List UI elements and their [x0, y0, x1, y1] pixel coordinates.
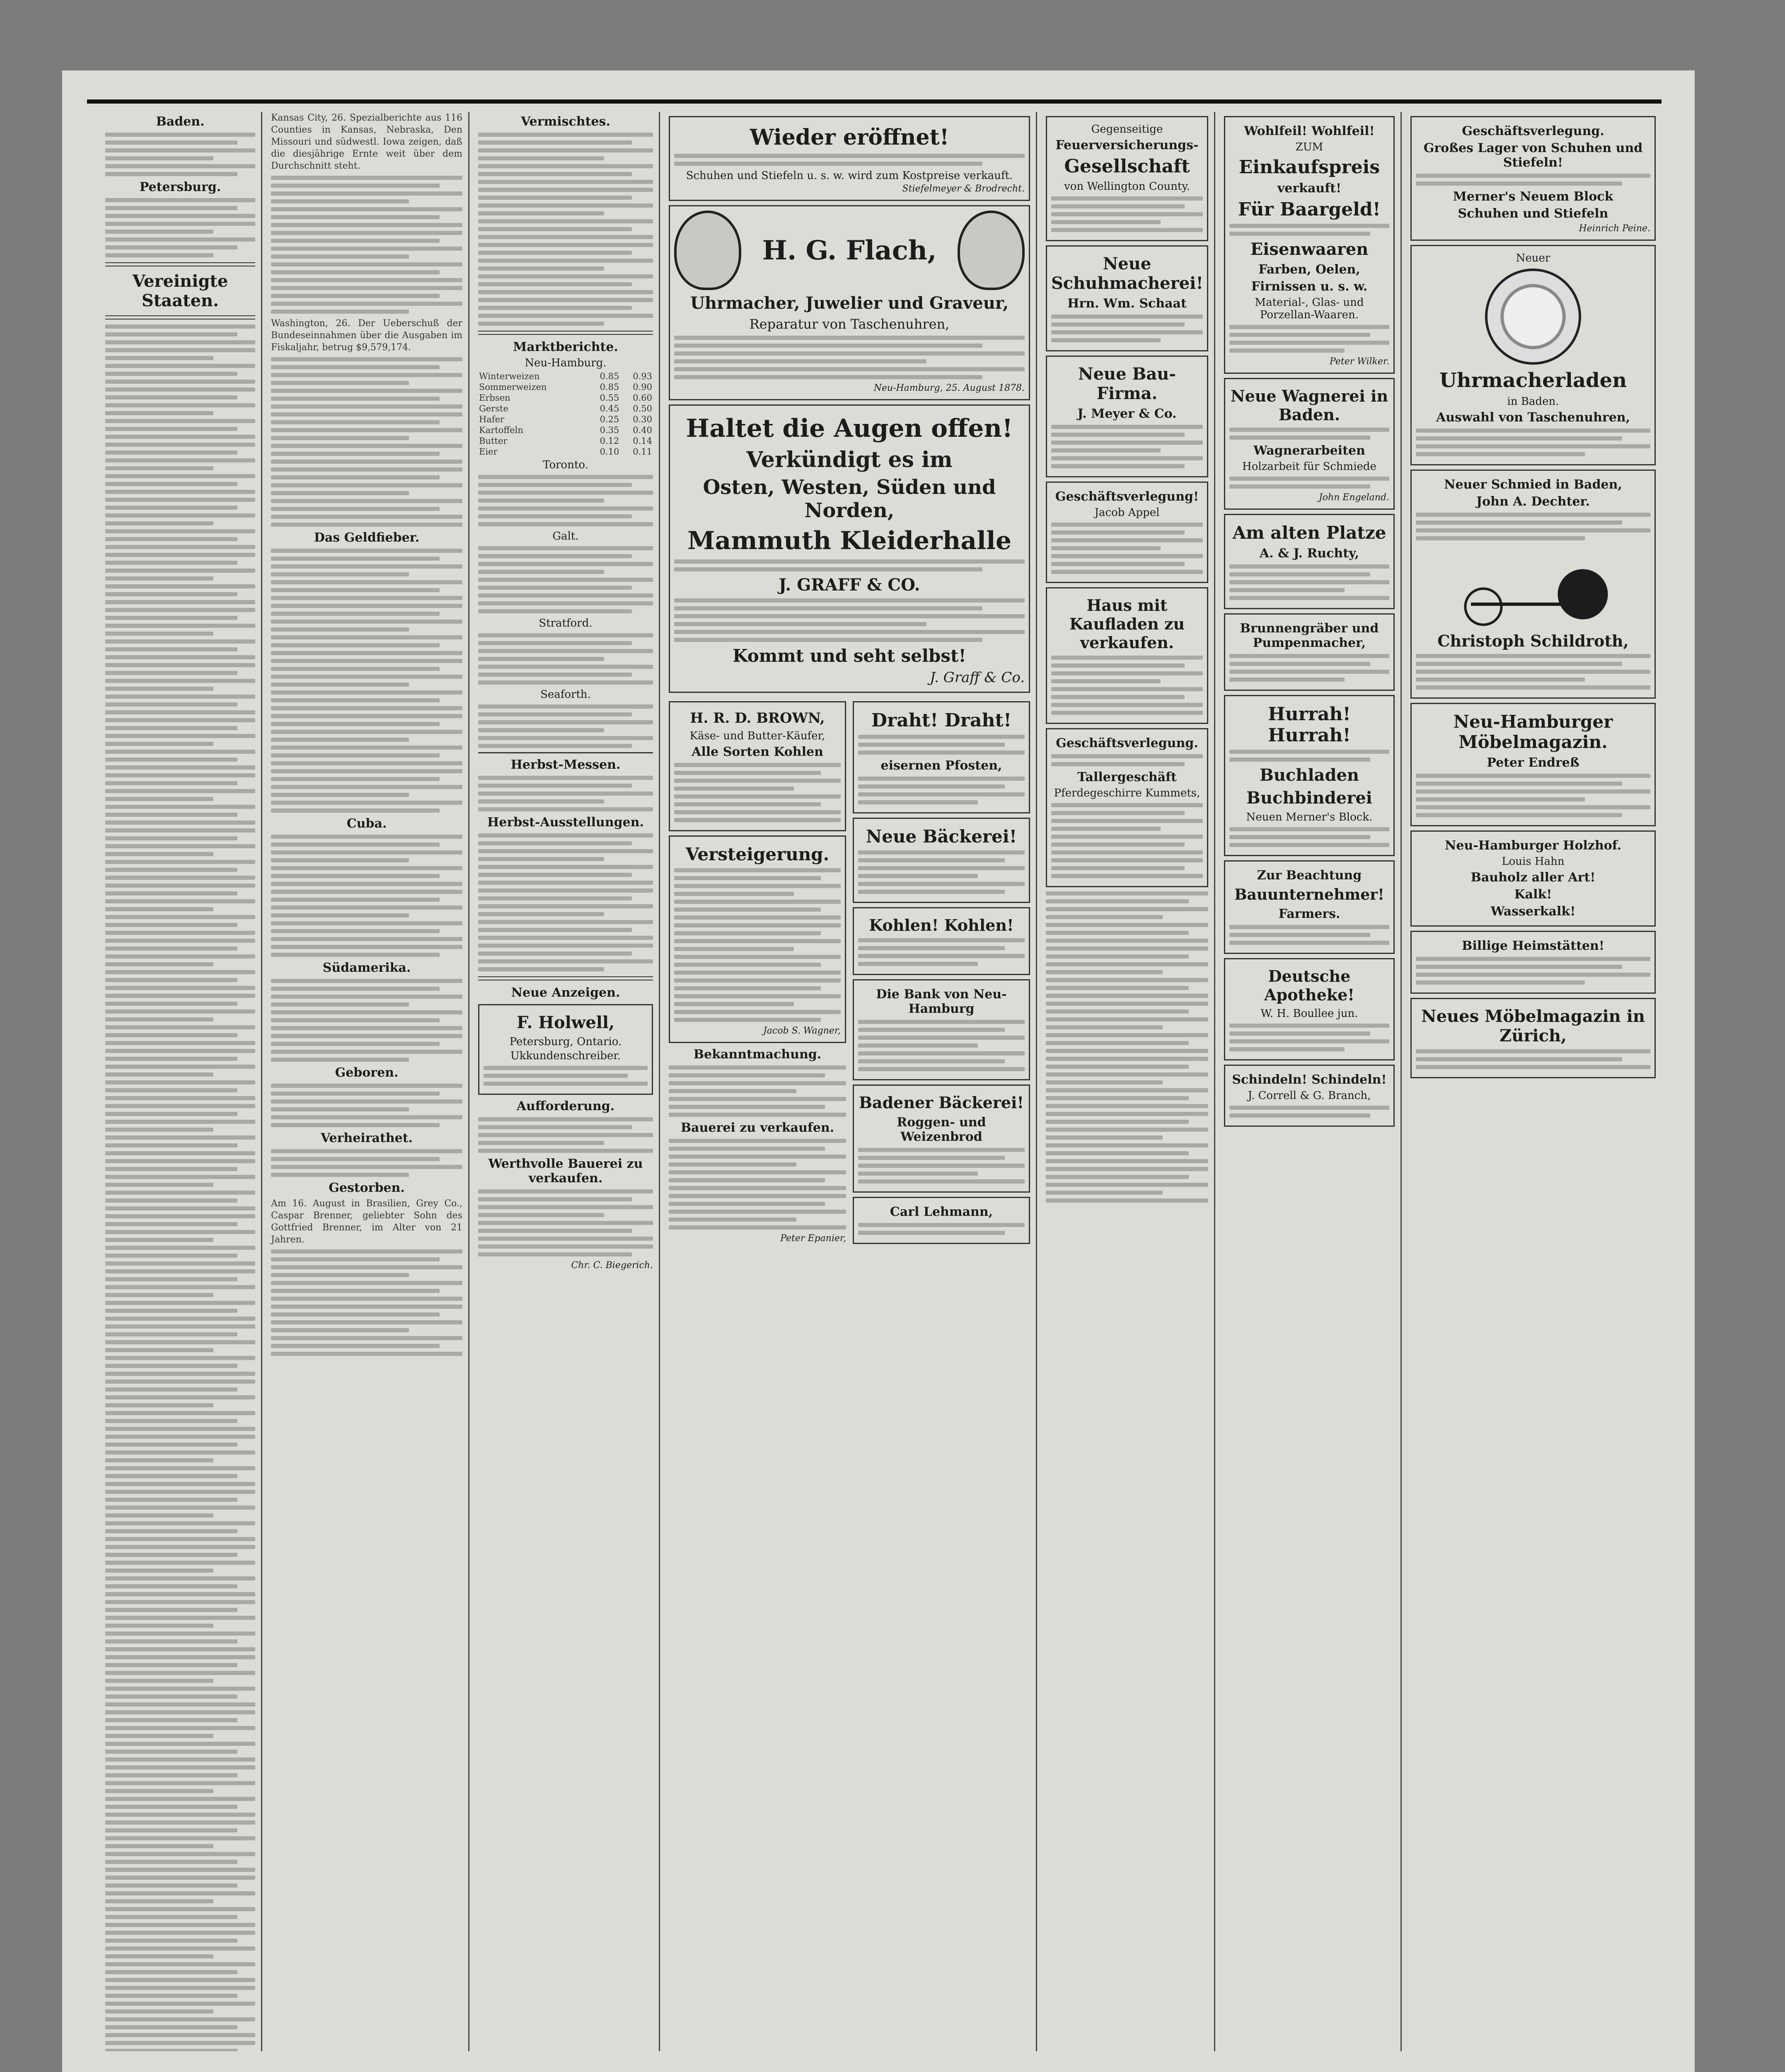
schuhen-stiefeln: Schuhen und Stiefeln — [1458, 206, 1608, 221]
market-price: 0.40 — [633, 425, 652, 435]
ad-wieder-eroeffnet — [669, 116, 1030, 201]
heading-aufforderung: Aufforderung. — [516, 1099, 615, 1113]
merner-block: Neuen Merner's Block. — [1246, 811, 1373, 823]
bauerei-verkaufen-heading: Bauerei zu verkaufen. — [680, 1121, 834, 1135]
bauholz: Bauholz aller Art! — [1471, 870, 1596, 885]
ruchty-name: A. & J. Ruchty, — [1259, 546, 1359, 561]
ad-schindeln — [1224, 1065, 1395, 1127]
graff-signature: J. Graff & Co. — [930, 669, 1025, 686]
ad-moebel-zuerich — [1410, 998, 1656, 1078]
versteigerung-title: Versteigerung. — [685, 844, 830, 864]
wieder-sub: Schuhen und Stiefeln u. s. w. wird zum Kostpreise verkauft. — [686, 169, 1013, 182]
market-price: 0.30 — [633, 414, 652, 424]
market-commodity: Eier — [479, 447, 498, 457]
schuhmacherei-title: Neue Schuhmacherei! — [1051, 254, 1203, 293]
ad-mammuth — [669, 404, 1030, 693]
pferdegeschirre: Pferdegeschirre Kummets, — [1054, 787, 1200, 799]
ad-kohlen — [853, 907, 1030, 975]
market-commodity: Erbsen — [479, 393, 510, 403]
market-price: 0.11 — [633, 447, 652, 457]
schmied-title: Neuer Schmied in Baden, — [1444, 477, 1622, 492]
heading-vermischtes: Vermischtes. — [521, 114, 610, 129]
farben: Farben, Oelen, — [1258, 262, 1360, 277]
feuerversicherung: Feuerversicherungs- — [1055, 138, 1199, 152]
ad-versteigerung — [669, 835, 846, 1043]
bank-title: Die Bank von Neu-Hamburg — [876, 987, 1007, 1016]
in-baden: in Baden. — [1507, 395, 1559, 408]
baeckerei-title: Neue Bäckerei! — [866, 826, 1017, 847]
heading-marktberichte: Marktberichte. — [513, 340, 618, 354]
ad-uhrmacherladen — [1410, 245, 1656, 465]
flach-place: Neu-Hamburg, 25. August 1878. — [873, 383, 1025, 393]
uhrmacherladen: Uhrmacherladen — [1439, 369, 1627, 392]
column-ads-main — [663, 112, 1036, 2051]
ad-versicherung — [1046, 116, 1208, 241]
flach-repair: Reparatur von Taschenuhren, — [749, 316, 950, 332]
ad-haus — [1046, 587, 1208, 724]
column-separator — [1036, 112, 1037, 2051]
market-row — [478, 446, 653, 457]
market-price: 0.14 — [633, 436, 652, 446]
kohlen-heading: Alle Sorten Kohlen — [692, 745, 823, 759]
wieder-signature: Stiefelmeyer & Brodrecht. — [902, 184, 1025, 194]
column-separator — [659, 112, 660, 2051]
geschaeftsverlegung-title: Geschäftsverlegung. — [1462, 124, 1604, 138]
ad-flach — [669, 205, 1030, 400]
ad-wagnerei — [1224, 378, 1395, 510]
neuer: Neuer — [1516, 252, 1550, 264]
market-price: 0.25 — [600, 414, 619, 424]
farmers: Farmers. — [1278, 907, 1340, 921]
heading-herbst-messen: Herbst-Messen. — [510, 758, 621, 772]
kalk: Kalk! — [1514, 887, 1552, 902]
market-price: 0.35 — [600, 425, 619, 435]
endress-name: Peter Endreß — [1487, 755, 1579, 770]
market-commodity: Sommerweizen — [479, 382, 547, 392]
heading-vereinigte-staaten: Vereinigte Staaten. — [132, 271, 228, 310]
baargeld: Für Baargeld! — [1238, 199, 1381, 220]
market-commodity: Kartoffeln — [479, 425, 523, 435]
apotheke-title: Deutsche Apotheke! — [1264, 967, 1354, 1004]
buchbinderei: Buchbinderei — [1246, 788, 1372, 808]
market-row — [478, 371, 653, 382]
market-row — [478, 425, 653, 436]
graff-cta: Kommt und seht selbst! — [733, 646, 966, 666]
column-ads-3 — [1218, 112, 1400, 2051]
column-separator — [468, 112, 469, 2051]
merner-neuem-block: Merner's Neuem Block — [1453, 189, 1613, 204]
column-separator — [261, 112, 262, 2051]
column-markets — [472, 112, 659, 2051]
brown-sub: Käse- und Butter-Käufer, — [689, 730, 825, 742]
market-commodity: Winterweizen — [479, 371, 540, 381]
ad-schmied — [1410, 470, 1656, 699]
column-news-2 — [265, 112, 468, 2051]
heading-verheiratet: Verheirathet. — [320, 1131, 413, 1145]
verkauft: verkauft! — [1277, 181, 1342, 196]
meyer-name: J. Meyer & Co. — [1077, 407, 1177, 421]
badener-brot: Roggen- und Weizenbrod — [897, 1115, 986, 1144]
ad-geschaeftsverlegung — [1046, 482, 1208, 583]
ad-draht — [853, 701, 1030, 813]
column-ads-2 — [1040, 112, 1214, 2051]
heading-herbst-ausstellungen: Herbst-Ausstellungen. — [487, 815, 644, 830]
ad-brown — [669, 701, 846, 831]
wohlfeil: Wohlfeil! Wohlfeil! — [1244, 124, 1375, 138]
heading-baden: Baden. — [156, 114, 205, 129]
dechter-name: John A. Dechter. — [1476, 494, 1590, 509]
taschenuhren: Auswahl von Taschenuhren, — [1436, 410, 1630, 425]
market-row — [478, 403, 653, 414]
ad-einkaufspreis — [1224, 116, 1395, 374]
pocket-watch-icon — [674, 211, 741, 290]
gesellschaft: Gesellschaft — [1064, 156, 1190, 177]
versteigerung-signature: Jacob S. Wagner, — [763, 1026, 841, 1036]
heading-gestorben: Gestorben. — [329, 1181, 405, 1195]
heading-geboren: Geboren. — [335, 1065, 399, 1080]
schaat-name: Hrn. Wm. Schaat — [1067, 296, 1187, 311]
market-price: 0.60 — [633, 393, 652, 403]
market-seaforth: Seaforth. — [540, 688, 591, 701]
zum: ZUM — [1295, 141, 1323, 153]
hurrah: Hurrah! Hurrah! — [1268, 704, 1351, 746]
engeland-signature: John Engeland. — [1318, 492, 1389, 503]
correll: J. Correll & G. Branch, — [1248, 1089, 1371, 1102]
brown-title: H. R. D. BROWN, — [690, 710, 825, 726]
ad-holzhof — [1410, 830, 1656, 927]
ad-alten-platze — [1224, 514, 1395, 609]
ad-brunnen — [1224, 613, 1395, 691]
wagnerei-title: Neue Wagnerei in Baden. — [1230, 387, 1388, 424]
ad-neue-baeckerei — [853, 818, 1030, 903]
market-price: 0.50 — [633, 404, 652, 414]
wellington: von Wellington County. — [1064, 180, 1190, 193]
ad-schuhen-stiefeln — [1410, 116, 1656, 241]
market-row — [478, 414, 653, 425]
moebel-zuerich-title: Neues Möbelmagazin in Zürich, — [1421, 1007, 1645, 1046]
buchladen: Buchladen — [1260, 765, 1359, 785]
holwell-name: F. Holwell, — [516, 1013, 615, 1032]
market-row — [478, 436, 653, 446]
heading-petersburg: Petersburg. — [139, 180, 221, 194]
heading-suedamerika: Südamerika. — [322, 961, 411, 975]
firnissen: Firnissen u. s. w. — [1251, 279, 1368, 294]
clock-icon — [1485, 269, 1581, 365]
pfosten-heading: eisernen Pfosten, — [880, 758, 1002, 773]
wasserkalk: Wasserkalk! — [1490, 904, 1576, 919]
gegenseitige: Gegenseitige — [1091, 123, 1163, 136]
column-news-1 — [99, 112, 261, 2051]
heading-bauerei: Werthvolle Bauerei zu verkaufen. — [488, 1157, 643, 1186]
market-price: 0.45 — [600, 404, 619, 414]
boullee-name: W. H. Boullee jun. — [1260, 1007, 1358, 1020]
schildroth-name: Christoph Schildroth, — [1437, 632, 1629, 650]
brunnen-title: Brunnengräber und Pumpenmacher, — [1240, 621, 1379, 650]
ad-bank — [853, 979, 1030, 1080]
bauerei-verkaufen-signature: Peter Epanier, — [780, 1233, 846, 1244]
market-commodity: Gerste — [479, 404, 508, 414]
market-price: 0.12 — [600, 436, 619, 446]
flach-name: H. G. Flach, — [762, 235, 937, 266]
moebelmagazin-title: Neu-Hamburger Möbelmagazin. — [1453, 712, 1613, 752]
louis-hahn: Louis Hahn — [1502, 855, 1565, 868]
top-rule — [87, 99, 1662, 104]
lehmann-name: Carl Lehmann, — [890, 1205, 993, 1219]
horse-sulky-illustration — [1446, 545, 1620, 627]
wagnerarbeiten: Wagnerarbeiten — [1253, 443, 1365, 458]
flach-trade: Uhrmacher, Juwelier und Graveur, — [690, 293, 1009, 313]
holwell-role: Ukkundenschreiber. — [510, 1050, 621, 1062]
ad-beachtung — [1224, 860, 1395, 954]
market-price: 0.93 — [633, 371, 652, 381]
einkaufspreis: Einkaufspreis — [1238, 157, 1380, 178]
heimstaetten-title: Billige Heimstätten! — [1462, 939, 1604, 953]
holzarbeit: Holzarbeit für Schmiede — [1242, 460, 1376, 473]
appel-name: Jacob Appel — [1094, 506, 1160, 519]
heading-geldfieber: Das Geldfieber. — [314, 530, 420, 545]
ad-badener-baeckerei — [853, 1084, 1030, 1193]
bau-firma-title: Neue Bau-Firma. — [1078, 364, 1176, 403]
market-price: 0.85 — [600, 371, 619, 381]
peine-signature: Heinrich Peine. — [1579, 223, 1650, 234]
bauerei-signature: Chr. C. Biegerich. — [571, 1260, 653, 1271]
heading-neue-anzeigen: Neue Anzeigen. — [511, 985, 620, 1000]
heading-cuba: Cuba. — [346, 816, 387, 831]
badener-title: Badener Bäckerei! — [859, 1093, 1024, 1112]
pocket-watch-icon — [958, 211, 1025, 290]
column-separator — [1400, 112, 1402, 2051]
tallergeschaeft: Tallergeschäft — [1077, 770, 1177, 784]
market-table — [478, 371, 653, 457]
ad-buchladen — [1224, 695, 1395, 856]
eisenwaaren: Eisenwaaren — [1250, 240, 1369, 259]
ad-apotheke — [1224, 958, 1395, 1060]
geschaeft2-title: Geschäftsverlegung. — [1056, 736, 1198, 750]
market-galt: Galt. — [552, 530, 579, 542]
market-price: 0.55 — [600, 393, 619, 403]
wilker-signature: Peter Wilker. — [1330, 356, 1389, 367]
geschaeft-title: Geschäftsverlegung! — [1055, 489, 1199, 504]
ad-geschaeftsverlegung-2 — [1046, 728, 1208, 887]
market-price: 0.85 — [600, 382, 619, 392]
haus-title: Haus mit Kaufladen zu verkaufen. — [1069, 596, 1185, 652]
news-washington: Washington, 26. Der Ueberschuß der Bundeseinnahmen über die Ausgaben im Fiskaljahr, betrug $9,579,174. — [271, 318, 462, 353]
bauunternehmer: Bauunternehmer! — [1234, 886, 1384, 903]
market-commodity: Hafer — [479, 414, 505, 424]
holwell-place: Petersburg, Ontario. — [509, 1036, 622, 1048]
market-price: 0.90 — [633, 382, 652, 392]
material: Material-, Glas- und Porzellan-Waaren. — [1255, 296, 1364, 321]
platze-title: Am alten Platze — [1232, 523, 1386, 543]
ad-moebelmagazin — [1410, 703, 1656, 826]
gestorben-text: Am 16. August in Brasilien, Grey Co., Caspar Brenner, geliebter Sohn des Gottfried Brenner, im Alter von 21 Jahren. — [271, 1198, 462, 1245]
graff-title: J. GRAFF & CO. — [779, 575, 920, 595]
market-stratford: Stratford. — [539, 617, 593, 629]
ad-bau-firma — [1046, 356, 1208, 477]
schuhen-lager: Großes Lager von Schuhen und Stiefeln! — [1423, 141, 1643, 170]
augen-title: Haltet die Augen offen! — [686, 414, 1013, 443]
mammuth-kleiderhalle: Mammuth Kleiderhalle — [687, 526, 1012, 555]
ad-lehmann — [853, 1197, 1030, 1244]
holzhof-title: Neu-Hamburger Holzhof. — [1444, 838, 1622, 853]
schindeln: Schindeln! Schindeln! — [1232, 1072, 1387, 1087]
column-ads-4 — [1405, 112, 1662, 2051]
market-price: 0.10 — [600, 447, 619, 457]
draht-title: Draht! Draht! — [871, 710, 1012, 731]
column-separator — [1214, 112, 1215, 2051]
kohlen-title: Kohlen! Kohlen! — [869, 916, 1014, 934]
news-kansas: Kansas City, 26. Spezialberichte aus 116 Counties in Kansas, Nebraska, Den Missouri und südwestl. Iowa zeigen, daß die diesjährige Ernte weit über dem Durchschnitt steht. — [271, 113, 462, 171]
ad-schuhmacherei — [1046, 245, 1208, 351]
market-neu-hamburg: Neu-Hamburg. — [525, 357, 607, 369]
verkuendigt: Verkündigt es im — [746, 447, 953, 472]
beachtung: Zur Beachtung — [1257, 868, 1362, 883]
market-commodity: Butter — [479, 436, 508, 446]
richtungen: Osten, Westen, Süden und Norden, — [703, 476, 996, 522]
wieder-title: Wieder eröffnet! — [750, 125, 949, 150]
market-toronto: Toronto. — [543, 459, 588, 471]
market-row — [478, 392, 653, 403]
market-row — [478, 382, 653, 392]
ad-heimstaetten — [1410, 931, 1656, 994]
bekanntmachung-heading: Bekanntmachung. — [693, 1047, 822, 1062]
